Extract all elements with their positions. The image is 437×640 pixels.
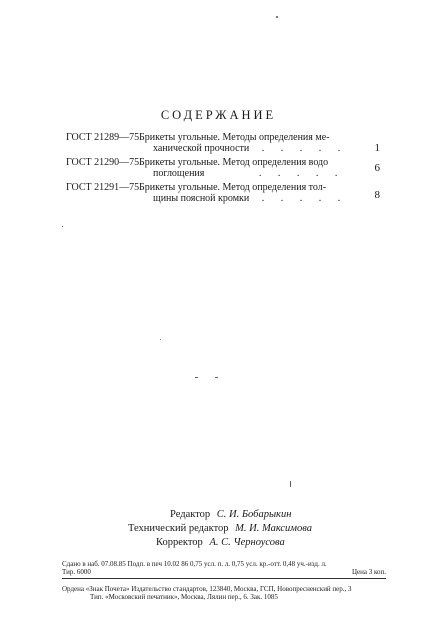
- toc-entry: [66, 132, 380, 154]
- toc-title-line1: Брикеты угольные. Метод определения тол-: [139, 182, 327, 193]
- contents-heading: СОДЕРЖАНИЕ: [160, 108, 277, 122]
- toc-title-line1: Брикеты угольные. Методы определения ме-: [139, 132, 330, 143]
- scan-speck: [215, 377, 218, 378]
- scan-speck: [195, 377, 198, 378]
- scan-speck: [290, 481, 291, 487]
- proofreader-role: Корректор: [156, 537, 203, 548]
- imprint-circulation: Тир. 6000: [62, 568, 91, 576]
- toc-title-line2: ханической прочности: [153, 143, 250, 154]
- scan-speck: [62, 226, 63, 227]
- proofreader-name: А. С. Черноусова: [209, 537, 285, 548]
- toc-entry: [66, 182, 380, 204]
- editor-role: Редактор: [170, 509, 211, 520]
- toc-standard-number: ГОСТ 21289—75: [66, 132, 140, 143]
- toc-page-number: 8: [374, 189, 380, 201]
- toc-page-number: 1: [374, 142, 380, 154]
- toc-title-line2: поглощения: [153, 168, 205, 179]
- toc-entry: [66, 157, 380, 179]
- toc-title-line1: Брикеты угольные. Метод определения водо: [139, 157, 329, 168]
- imprint-block: [62, 560, 386, 582]
- imprint-line: [62, 568, 386, 576]
- printer-line: Тип. «Московский печатник», Москва, Лялин пер., 6. Зак. 1085: [90, 593, 278, 601]
- toc-page-number: 6: [374, 162, 380, 174]
- editor-name: С. И. Бобарыкин: [216, 509, 292, 520]
- tech-editor-role: Технический редактор: [128, 523, 229, 534]
- publisher-line: Ордена «Знак Почета» Издательство стандартов, 123840, Москва, ГСП, Новопресненский пер., 3: [62, 585, 352, 593]
- scan-speck: [160, 339, 161, 340]
- table-of-contents: [66, 132, 380, 207]
- imprint-print-details: Сдано в наб. 07.08.85 Подп. в печ 10.02 86 0,75 усл. п. л. 0,75 усл. кр.-отт. 0,48 уч.-изд. л.: [62, 560, 327, 568]
- scan-speck: [276, 16, 278, 18]
- imprint-price: Цена 3 коп.: [351, 568, 386, 576]
- toc-leader-dots: . . . . .: [258, 168, 345, 179]
- imprint-line: [62, 560, 386, 568]
- toc-title-line2: щины поясной кромки: [153, 193, 250, 204]
- tech-editor-name: М. И. Максимова: [235, 523, 312, 534]
- tech-editor-credit: [128, 522, 437, 536]
- toc-standard-number: ГОСТ 21290—75: [66, 157, 140, 168]
- proofreader-credit: [156, 536, 437, 550]
- toc-standard-number: ГОСТ 21291—75: [66, 182, 140, 193]
- credits-block: [0, 508, 437, 550]
- imprint-divider: [62, 578, 386, 579]
- publisher-block: [62, 585, 392, 601]
- toc-leader-dots: . . . . .: [261, 143, 348, 154]
- editor-credit: [170, 508, 437, 522]
- toc-leader-dots: . . . . .: [261, 193, 348, 204]
